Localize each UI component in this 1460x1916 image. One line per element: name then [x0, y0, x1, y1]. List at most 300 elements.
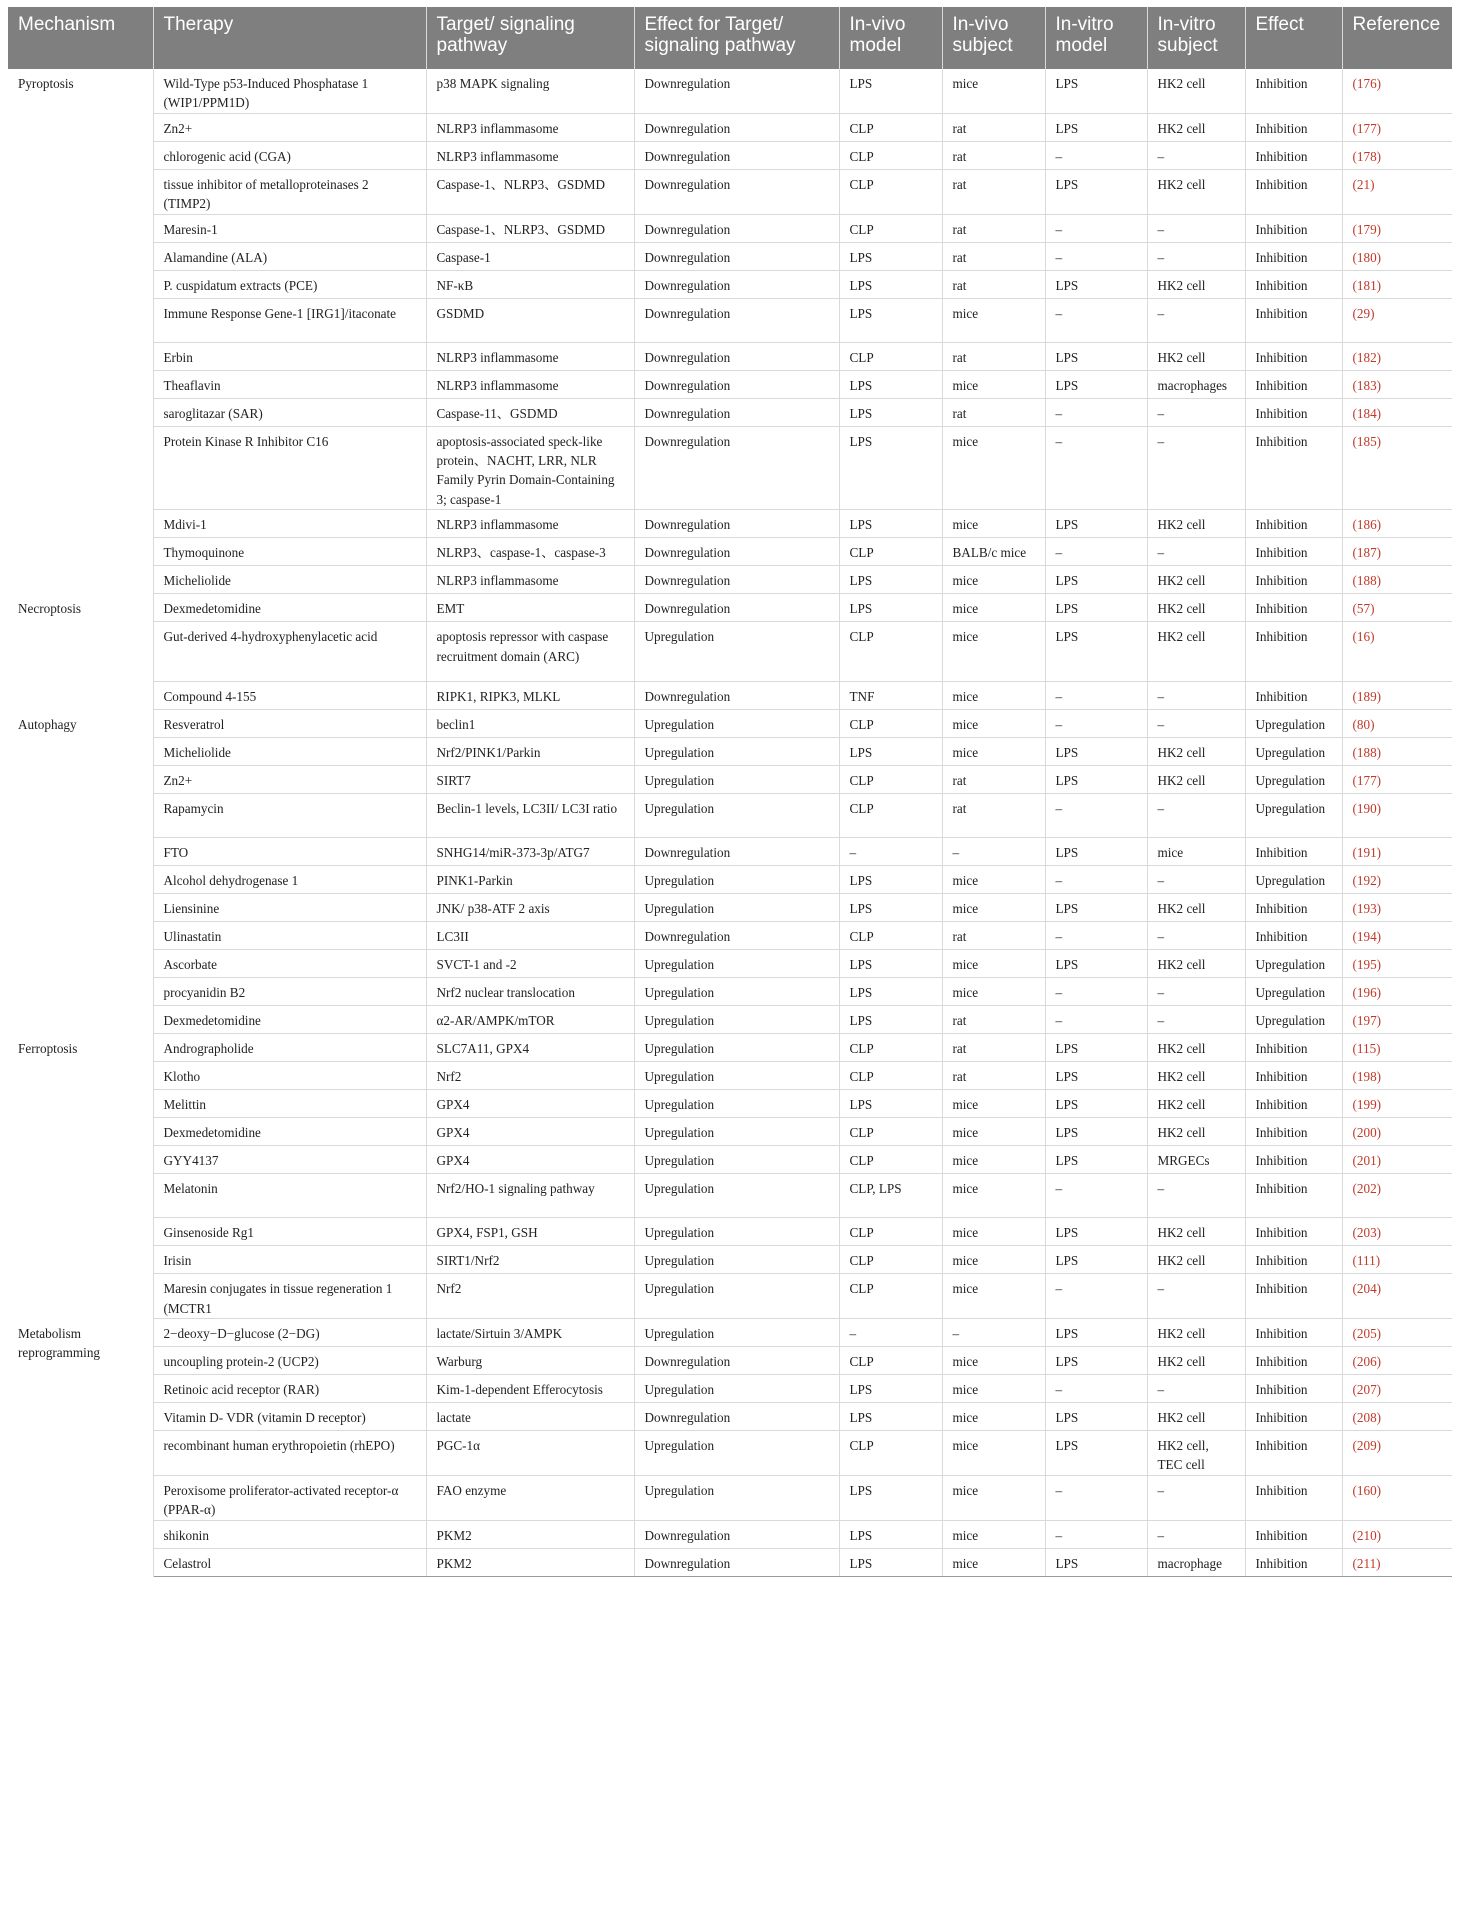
invitro-subject-cell: HK2 cell	[1147, 113, 1245, 141]
therapy-cell: Zn2+	[153, 766, 426, 794]
invivo-subject-cell: mice	[942, 866, 1045, 894]
invivo-subject-cell: rat	[942, 169, 1045, 214]
invivo-model-cell: LPS	[839, 69, 942, 113]
reference-cell[interactable]: (198)	[1342, 1062, 1452, 1090]
reference-cell[interactable]: (183)	[1342, 370, 1452, 398]
invivo-model-cell: LPS	[839, 1375, 942, 1403]
invitro-subject-cell: –	[1147, 978, 1245, 1006]
target-cell: SVCT-1 and -2	[426, 950, 634, 978]
effect-target-cell: Downregulation	[634, 1548, 839, 1576]
table-row	[8, 69, 1452, 113]
target-cell: GSDMD	[426, 298, 634, 342]
target-cell: NLRP3、caspase-1、caspase-3	[426, 538, 634, 566]
therapy-cell: Wild-Type p53-Induced Phosphatase 1 (WIP1/PPM1D)	[153, 69, 426, 113]
invitro-model-cell: LPS	[1045, 69, 1147, 113]
therapy-cell: Zn2+	[153, 113, 426, 141]
table-row	[8, 169, 1452, 214]
effect-target-cell: Upregulation	[634, 978, 839, 1006]
therapy-cell: GYY4137	[153, 1146, 426, 1174]
invivo-model-cell: LPS	[839, 1548, 942, 1576]
table-row	[8, 342, 1452, 370]
reference-cell[interactable]: (184)	[1342, 398, 1452, 426]
invivo-subject-cell: rat	[942, 113, 1045, 141]
invivo-model-cell: LPS	[839, 270, 942, 298]
invivo-model-cell: CLP	[839, 710, 942, 738]
invivo-subject-cell: mice	[942, 1475, 1045, 1520]
invitro-subject-cell: HK2 cell	[1147, 1118, 1245, 1146]
table-row	[8, 794, 1452, 838]
invitro-model-cell: LPS	[1045, 1062, 1147, 1090]
effect-cell: Inhibition	[1245, 1319, 1342, 1347]
invitro-subject-cell: –	[1147, 866, 1245, 894]
invitro-subject-cell: HK2 cell	[1147, 1034, 1245, 1062]
effect-cell: Inhibition	[1245, 1062, 1342, 1090]
effect-cell: Inhibition	[1245, 1118, 1342, 1146]
invitro-subject-cell: HK2 cell	[1147, 1403, 1245, 1431]
target-cell: Caspase-1、NLRP3、GSDMD	[426, 214, 634, 242]
reference-cell[interactable]: (200)	[1342, 1118, 1452, 1146]
invitro-subject-cell: –	[1147, 922, 1245, 950]
table-row	[8, 738, 1452, 766]
reference-cell[interactable]: (196)	[1342, 978, 1452, 1006]
mechanism-cell: Pyroptosis	[8, 69, 153, 594]
invivo-model-cell: LPS	[839, 978, 942, 1006]
reference-cell[interactable]: (111)	[1342, 1246, 1452, 1274]
target-cell: NLRP3 inflammasome	[426, 113, 634, 141]
effect-target-cell: Downregulation	[634, 169, 839, 214]
effect-cell: Inhibition	[1245, 838, 1342, 866]
therapy-cell: Erbin	[153, 342, 426, 370]
invivo-model-cell: –	[839, 1319, 942, 1347]
invivo-subject-cell: rat	[942, 242, 1045, 270]
table-row	[8, 1431, 1452, 1476]
invitro-subject-cell: HK2 cell	[1147, 894, 1245, 922]
mechanism-cell: Autophagy	[8, 710, 153, 1034]
therapy-cell: Irisin	[153, 1246, 426, 1274]
invitro-model-cell: LPS	[1045, 1431, 1147, 1476]
target-cell: SNHG14/miR-373-3p/ATG7	[426, 838, 634, 866]
invivo-subject-cell: mice	[942, 1246, 1045, 1274]
target-cell: GPX4, FSP1, GSH	[426, 1218, 634, 1246]
effect-target-cell: Upregulation	[634, 866, 839, 894]
effect-target-cell: Downregulation	[634, 342, 839, 370]
effect-cell: Inhibition	[1245, 141, 1342, 169]
invivo-subject-cell: mice	[942, 738, 1045, 766]
reference-cell[interactable]: (202)	[1342, 1174, 1452, 1218]
reference-cell[interactable]: (193)	[1342, 894, 1452, 922]
effect-target-cell: Downregulation	[634, 922, 839, 950]
effect-target-cell: Upregulation	[634, 710, 839, 738]
therapy-cell: recombinant human erythropoietin (rhEPO)	[153, 1431, 426, 1476]
table-row	[8, 510, 1452, 538]
reference-cell[interactable]: (194)	[1342, 922, 1452, 950]
effect-cell: Upregulation	[1245, 766, 1342, 794]
reference-cell[interactable]: (206)	[1342, 1347, 1452, 1375]
target-cell: lactate/Sirtuin 3/AMPK	[426, 1319, 634, 1347]
column-header: Target/ signaling pathway	[426, 7, 634, 69]
target-cell: NLRP3 inflammasome	[426, 510, 634, 538]
invivo-model-cell: LPS	[839, 1090, 942, 1118]
invitro-subject-cell: HK2 cell	[1147, 1090, 1245, 1118]
invivo-model-cell: LPS	[839, 866, 942, 894]
reference-cell[interactable]: (160)	[1342, 1475, 1452, 1520]
invitro-subject-cell: –	[1147, 1174, 1245, 1218]
invivo-subject-cell: rat	[942, 794, 1045, 838]
invitro-subject-cell: –	[1147, 298, 1245, 342]
reference-cell[interactable]: (205)	[1342, 1319, 1452, 1347]
invitro-subject-cell: HK2 cell	[1147, 622, 1245, 682]
effect-target-cell: Downregulation	[634, 370, 839, 398]
invivo-subject-cell: rat	[942, 398, 1045, 426]
effect-cell: Inhibition	[1245, 1090, 1342, 1118]
effect-cell: Upregulation	[1245, 950, 1342, 978]
reference-cell[interactable]: (199)	[1342, 1090, 1452, 1118]
invivo-subject-cell: mice	[942, 1174, 1045, 1218]
invivo-model-cell: CLP	[839, 1146, 942, 1174]
therapy-cell: 2−deoxy−D−glucose (2−DG)	[153, 1319, 426, 1347]
invivo-subject-cell: rat	[942, 1034, 1045, 1062]
reference-cell[interactable]: (177)	[1342, 113, 1452, 141]
target-cell: NLRP3 inflammasome	[426, 566, 634, 594]
invivo-model-cell: CLP	[839, 1347, 942, 1375]
invivo-subject-cell: mice	[942, 1218, 1045, 1246]
therapy-cell: Andrographolide	[153, 1034, 426, 1062]
therapy-table	[8, 7, 1452, 1577]
effect-target-cell: Downregulation	[634, 1520, 839, 1548]
effect-target-cell: Upregulation	[634, 1431, 839, 1476]
invitro-subject-cell: MRGECs	[1147, 1146, 1245, 1174]
table-row	[8, 1118, 1452, 1146]
invivo-model-cell: LPS	[839, 242, 942, 270]
reference-cell[interactable]: (188)	[1342, 738, 1452, 766]
reference-cell[interactable]: (208)	[1342, 1403, 1452, 1431]
invivo-subject-cell: rat	[942, 1062, 1045, 1090]
target-cell: EMT	[426, 594, 634, 622]
effect-cell: Inhibition	[1245, 169, 1342, 214]
reference-cell[interactable]: (179)	[1342, 214, 1452, 242]
invitro-model-cell: LPS	[1045, 1118, 1147, 1146]
invivo-subject-cell: rat	[942, 270, 1045, 298]
reference-cell[interactable]: (176)	[1342, 69, 1452, 113]
invivo-model-cell: LPS	[839, 370, 942, 398]
reference-cell[interactable]: (182)	[1342, 342, 1452, 370]
therapy-cell: Micheliolide	[153, 738, 426, 766]
reference-cell[interactable]: (201)	[1342, 1146, 1452, 1174]
table-row	[8, 682, 1452, 710]
column-header: In-vitro model	[1045, 7, 1147, 69]
invitro-subject-cell: HK2 cell	[1147, 594, 1245, 622]
invivo-model-cell: LPS	[839, 950, 942, 978]
invivo-model-cell: CLP	[839, 342, 942, 370]
invivo-model-cell: LPS	[839, 566, 942, 594]
table-row	[8, 1319, 1452, 1347]
effect-target-cell: Upregulation	[634, 1174, 839, 1218]
reference-cell[interactable]: (186)	[1342, 510, 1452, 538]
reference-cell[interactable]: (195)	[1342, 950, 1452, 978]
invivo-model-cell: LPS	[839, 510, 942, 538]
invivo-subject-cell: mice	[942, 1347, 1045, 1375]
reference-cell[interactable]: (115)	[1342, 1034, 1452, 1062]
target-cell: Nrf2 nuclear translocation	[426, 978, 634, 1006]
effect-cell: Inhibition	[1245, 594, 1342, 622]
table-row	[8, 538, 1452, 566]
invivo-subject-cell: mice	[942, 1090, 1045, 1118]
invivo-model-cell: CLP	[839, 766, 942, 794]
invitro-subject-cell: HK2 cell	[1147, 1218, 1245, 1246]
table-row	[8, 622, 1452, 682]
table-row	[8, 1375, 1452, 1403]
table-row	[8, 922, 1452, 950]
effect-cell: Inhibition	[1245, 270, 1342, 298]
effect-cell: Inhibition	[1245, 1146, 1342, 1174]
mechanism-cell: Necroptosis	[8, 594, 153, 710]
invitro-subject-cell: HK2 cell	[1147, 1347, 1245, 1375]
effect-target-cell: Downregulation	[634, 566, 839, 594]
invitro-model-cell: LPS	[1045, 894, 1147, 922]
invitro-subject-cell: HK2 cell	[1147, 950, 1245, 978]
effect-target-cell: Upregulation	[634, 738, 839, 766]
table-row	[8, 838, 1452, 866]
target-cell: JNK/ p38-ATF 2 axis	[426, 894, 634, 922]
effect-target-cell: Downregulation	[634, 682, 839, 710]
invitro-model-cell: LPS	[1045, 1218, 1147, 1246]
reference-cell[interactable]: (181)	[1342, 270, 1452, 298]
reference-cell[interactable]: (203)	[1342, 1218, 1452, 1246]
invitro-model-cell: –	[1045, 682, 1147, 710]
table-row	[8, 242, 1452, 270]
effect-cell: Inhibition	[1245, 214, 1342, 242]
invivo-subject-cell: mice	[942, 1118, 1045, 1146]
invivo-subject-cell: mice	[942, 622, 1045, 682]
invivo-model-cell: LPS	[839, 398, 942, 426]
effect-target-cell: Downregulation	[634, 510, 839, 538]
invivo-model-cell: CLP	[839, 538, 942, 566]
reference-cell[interactable]: (177)	[1342, 766, 1452, 794]
target-cell: PKM2	[426, 1548, 634, 1576]
table-row	[8, 1218, 1452, 1246]
invivo-model-cell: CLP	[839, 214, 942, 242]
reference-cell[interactable]: (57)	[1342, 594, 1452, 622]
target-cell: SLC7A11, GPX4	[426, 1034, 634, 1062]
column-header: Reference	[1342, 7, 1452, 69]
reference-cell[interactable]: (188)	[1342, 566, 1452, 594]
target-cell: beclin1	[426, 710, 634, 738]
table-row	[8, 866, 1452, 894]
table-header	[8, 7, 1452, 69]
invitro-model-cell: LPS	[1045, 1319, 1147, 1347]
target-cell: Nrf2	[426, 1274, 634, 1319]
invitro-subject-cell: HK2 cell	[1147, 1062, 1245, 1090]
invitro-model-cell: LPS	[1045, 1246, 1147, 1274]
table-row	[8, 1034, 1452, 1062]
effect-target-cell: Upregulation	[634, 1246, 839, 1274]
reference-cell[interactable]: (178)	[1342, 141, 1452, 169]
invitro-model-cell: LPS	[1045, 566, 1147, 594]
target-cell: Nrf2/PINK1/Parkin	[426, 738, 634, 766]
reference-cell[interactable]: (180)	[1342, 242, 1452, 270]
therapy-cell: Dexmedetomidine	[153, 1118, 426, 1146]
invivo-subject-cell: rat	[942, 766, 1045, 794]
target-cell: SIRT1/Nrf2	[426, 1246, 634, 1274]
target-cell: Caspase-11、GSDMD	[426, 398, 634, 426]
therapy-cell: Retinoic acid receptor (RAR)	[153, 1375, 426, 1403]
invivo-model-cell: CLP	[839, 922, 942, 950]
invitro-model-cell: LPS	[1045, 270, 1147, 298]
effect-target-cell: Upregulation	[634, 794, 839, 838]
target-cell: α2-AR/AMPK/mTOR	[426, 1006, 634, 1034]
effect-target-cell: Upregulation	[634, 766, 839, 794]
effect-cell: Inhibition	[1245, 298, 1342, 342]
effect-cell: Inhibition	[1245, 538, 1342, 566]
target-cell: Beclin-1 levels, LC3II/ LC3I ratio	[426, 794, 634, 838]
table-row	[8, 1347, 1452, 1375]
effect-cell: Inhibition	[1245, 682, 1342, 710]
invivo-subject-cell: mice	[942, 370, 1045, 398]
invivo-subject-cell: mice	[942, 1403, 1045, 1431]
effect-cell: Inhibition	[1245, 510, 1342, 538]
reference-cell[interactable]: (190)	[1342, 794, 1452, 838]
effect-target-cell: Upregulation	[634, 894, 839, 922]
table-row	[8, 298, 1452, 342]
mechanism-cell: Ferroptosis	[8, 1034, 153, 1319]
invivo-subject-cell: mice	[942, 682, 1045, 710]
invitro-subject-cell: HK2 cell	[1147, 738, 1245, 766]
table-row	[8, 1548, 1452, 1576]
effect-cell: Inhibition	[1245, 1548, 1342, 1576]
reference-cell[interactable]: (211)	[1342, 1548, 1452, 1576]
reference-cell[interactable]: (80)	[1342, 710, 1452, 738]
effect-target-cell: Downregulation	[634, 838, 839, 866]
effect-cell: Inhibition	[1245, 1520, 1342, 1548]
effect-target-cell: Downregulation	[634, 398, 839, 426]
column-header: In-vivo model	[839, 7, 942, 69]
effect-target-cell: Upregulation	[634, 1319, 839, 1347]
reference-cell[interactable]: (21)	[1342, 169, 1452, 214]
invivo-model-cell: CLP	[839, 141, 942, 169]
table-row	[8, 398, 1452, 426]
invivo-subject-cell: mice	[942, 710, 1045, 738]
therapy-cell: Dexmedetomidine	[153, 594, 426, 622]
invivo-model-cell: CLP	[839, 1034, 942, 1062]
reference-cell[interactable]: (210)	[1342, 1520, 1452, 1548]
effect-cell: Inhibition	[1245, 242, 1342, 270]
therapy-cell: Thymoquinone	[153, 538, 426, 566]
column-header: In-vitro subject	[1147, 7, 1245, 69]
reference-cell[interactable]: (207)	[1342, 1375, 1452, 1403]
target-cell: apoptosis-associated speck-like protein、NACHT, LRR, NLR Family Pyrin Domain-Containing 3; caspase-1	[426, 426, 634, 510]
effect-cell: Inhibition	[1245, 894, 1342, 922]
therapy-cell: Compound 4-155	[153, 682, 426, 710]
table-row	[8, 141, 1452, 169]
invivo-subject-cell: mice	[942, 510, 1045, 538]
invivo-model-cell: LPS	[839, 594, 942, 622]
reference-cell[interactable]: (185)	[1342, 426, 1452, 510]
reference-cell[interactable]: (192)	[1342, 866, 1452, 894]
invitro-model-cell: LPS	[1045, 738, 1147, 766]
therapy-cell: Immune Response Gene-1 [IRG1]/itaconate	[153, 298, 426, 342]
invitro-model-cell: –	[1045, 242, 1147, 270]
effect-target-cell: Downregulation	[634, 1347, 839, 1375]
invivo-model-cell: LPS	[839, 298, 942, 342]
reference-cell[interactable]: (189)	[1342, 682, 1452, 710]
table-row	[8, 710, 1452, 738]
therapy-cell: Alamandine (ALA)	[153, 242, 426, 270]
reference-cell[interactable]: (29)	[1342, 298, 1452, 342]
reference-cell[interactable]: (209)	[1342, 1431, 1452, 1476]
table-row	[8, 894, 1452, 922]
invivo-subject-cell: mice	[942, 1431, 1045, 1476]
therapy-cell: Vitamin D- VDR (vitamin D receptor)	[153, 1403, 426, 1431]
reference-cell[interactable]: (197)	[1342, 1006, 1452, 1034]
invitro-model-cell: LPS	[1045, 1347, 1147, 1375]
therapy-cell: Theaflavin	[153, 370, 426, 398]
invitro-subject-cell: HK2 cell	[1147, 270, 1245, 298]
invivo-model-cell: LPS	[839, 738, 942, 766]
reference-cell[interactable]: (16)	[1342, 622, 1452, 682]
invitro-subject-cell: –	[1147, 794, 1245, 838]
invivo-subject-cell: mice	[942, 1274, 1045, 1319]
invitro-subject-cell: mice	[1147, 838, 1245, 866]
invitro-model-cell: LPS	[1045, 766, 1147, 794]
reference-cell[interactable]: (204)	[1342, 1274, 1452, 1319]
table-row	[8, 214, 1452, 242]
invivo-model-cell: CLP	[839, 1062, 942, 1090]
effect-cell: Inhibition	[1245, 69, 1342, 113]
table-row	[8, 566, 1452, 594]
invitro-model-cell: LPS	[1045, 1548, 1147, 1576]
effect-target-cell: Downregulation	[634, 141, 839, 169]
mechanism-cell: Metabolism reprogramming	[8, 1319, 153, 1577]
therapy-cell: Rapamycin	[153, 794, 426, 838]
invitro-subject-cell: –	[1147, 1375, 1245, 1403]
invivo-subject-cell: mice	[942, 1375, 1045, 1403]
therapy-cell: Mdivi-1	[153, 510, 426, 538]
invitro-model-cell: –	[1045, 141, 1147, 169]
effect-cell: Inhibition	[1245, 1375, 1342, 1403]
effect-target-cell: Upregulation	[634, 1118, 839, 1146]
target-cell: SIRT7	[426, 766, 634, 794]
invitro-model-cell: –	[1045, 1475, 1147, 1520]
therapy-cell: Liensinine	[153, 894, 426, 922]
invivo-model-cell: CLP	[839, 622, 942, 682]
invitro-model-cell: –	[1045, 538, 1147, 566]
therapy-cell: Ulinastatin	[153, 922, 426, 950]
reference-cell[interactable]: (191)	[1342, 838, 1452, 866]
effect-target-cell: Downregulation	[634, 1403, 839, 1431]
table-row	[8, 1246, 1452, 1274]
effect-cell: Inhibition	[1245, 1475, 1342, 1520]
therapy-cell: tissue inhibitor of metalloproteinases 2 (TIMP2)	[153, 169, 426, 214]
therapy-cell: Ginsenoside Rg1	[153, 1218, 426, 1246]
effect-target-cell: Upregulation	[634, 1218, 839, 1246]
effect-target-cell: Downregulation	[634, 113, 839, 141]
target-cell: LC3II	[426, 922, 634, 950]
invitro-model-cell: LPS	[1045, 370, 1147, 398]
invivo-subject-cell: mice	[942, 1146, 1045, 1174]
reference-cell[interactable]: (187)	[1342, 538, 1452, 566]
target-cell: GPX4	[426, 1090, 634, 1118]
effect-cell: Inhibition	[1245, 1246, 1342, 1274]
invitro-model-cell: –	[1045, 1375, 1147, 1403]
target-cell: NLRP3 inflammasome	[426, 342, 634, 370]
invitro-model-cell: –	[1045, 398, 1147, 426]
target-cell: Kim-1-dependent Efferocytosis	[426, 1375, 634, 1403]
invitro-subject-cell: –	[1147, 682, 1245, 710]
invitro-model-cell: LPS	[1045, 838, 1147, 866]
target-cell: Caspase-1	[426, 242, 634, 270]
effect-cell: Inhibition	[1245, 1431, 1342, 1476]
effect-cell: Inhibition	[1245, 370, 1342, 398]
